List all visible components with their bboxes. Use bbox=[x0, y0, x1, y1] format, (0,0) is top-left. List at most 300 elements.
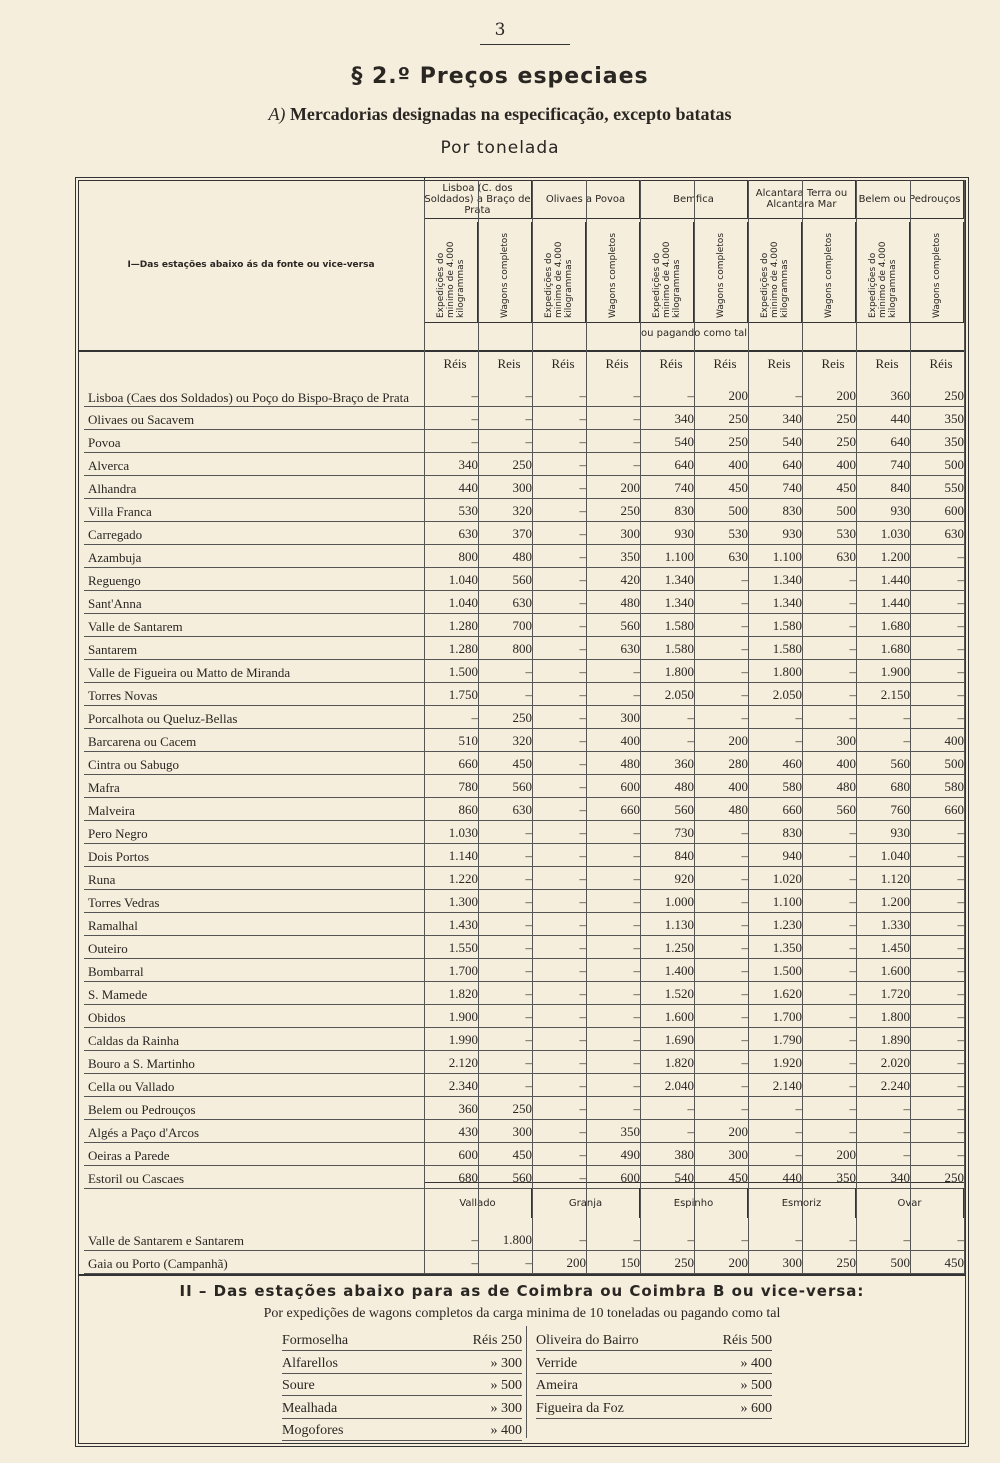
price-cell: 630 bbox=[944, 526, 964, 541]
price-cell: 400 bbox=[836, 756, 856, 771]
price-cell: 1.700 bbox=[772, 1009, 802, 1024]
price-cell: – bbox=[849, 894, 856, 909]
table-row bbox=[84, 843, 964, 867]
price-cell: 1.580 bbox=[772, 641, 802, 656]
price-cell: 930 bbox=[782, 526, 802, 541]
price-cell: 200 bbox=[728, 1124, 748, 1139]
price-cell: 1.820 bbox=[664, 1055, 694, 1070]
price-cell: 1.820 bbox=[448, 986, 478, 1001]
price-cell: – bbox=[849, 1078, 856, 1093]
column-subhead bbox=[856, 222, 910, 322]
price-cell: – bbox=[579, 848, 586, 863]
price-cell: – bbox=[849, 572, 856, 587]
price-cell: 1.440 bbox=[880, 595, 910, 610]
price-cell: 740 bbox=[890, 457, 910, 472]
price-cell: 1.550 bbox=[448, 940, 478, 955]
table-row bbox=[84, 1250, 964, 1274]
price-cell: – bbox=[525, 917, 532, 932]
price-cell: 1.680 bbox=[880, 618, 910, 633]
coimbra-price bbox=[491, 1378, 523, 1394]
price-cell: 840 bbox=[674, 848, 694, 863]
price-cell: – bbox=[849, 871, 856, 886]
column-rule bbox=[802, 180, 803, 1188]
price-cell: 250 bbox=[620, 503, 640, 518]
column-rule bbox=[964, 1182, 965, 1274]
station-name: Obidos bbox=[88, 1010, 126, 1025]
price-cell: 450 bbox=[512, 756, 532, 771]
table-row bbox=[84, 1096, 964, 1120]
coimbra-station: Oliveira do Bairro bbox=[536, 1333, 639, 1348]
station-name: Carregado bbox=[88, 527, 143, 542]
table-row bbox=[84, 544, 964, 568]
price-cell: – bbox=[525, 825, 532, 840]
price-cell: 1.750 bbox=[448, 687, 478, 702]
price-cell: – bbox=[795, 710, 802, 725]
table-row bbox=[84, 1027, 964, 1051]
column-subhead bbox=[424, 222, 478, 322]
price-cell: 200 bbox=[728, 733, 748, 748]
table-row bbox=[84, 751, 964, 775]
price-cell: 940 bbox=[782, 848, 802, 863]
coimbra-row bbox=[282, 1328, 522, 1351]
column-subhead bbox=[748, 222, 802, 322]
price-cell: 1.520 bbox=[664, 986, 694, 1001]
price-cell: 800 bbox=[512, 641, 532, 656]
table-row bbox=[84, 590, 964, 614]
coimbra-value: 400 bbox=[751, 1355, 772, 1371]
price-cell: – bbox=[579, 434, 586, 449]
column-group: Olivaes a Povoa bbox=[532, 180, 640, 218]
price-cell: 540 bbox=[674, 1170, 694, 1185]
price-cell: 580 bbox=[782, 779, 802, 794]
station-name: Valle de Santarem bbox=[88, 619, 183, 634]
price-cell: 1.800 bbox=[502, 1232, 532, 1247]
price-cell: – bbox=[633, 1101, 640, 1116]
station-name: Reguengo bbox=[88, 573, 141, 588]
price-cell: – bbox=[741, 664, 748, 679]
price-cell: 500 bbox=[944, 457, 964, 472]
table-row bbox=[84, 728, 964, 752]
coimbra-row bbox=[536, 1396, 772, 1419]
price-cell: 1.700 bbox=[448, 963, 478, 978]
column-subhead-text: Expedições do minimo de 4.000 kilogrammas bbox=[867, 241, 898, 318]
price-cell: 930 bbox=[890, 503, 910, 518]
price-cell: – bbox=[849, 986, 856, 1001]
header-rule bbox=[78, 350, 966, 352]
price-cell: – bbox=[579, 1101, 586, 1116]
price-cell: – bbox=[903, 710, 910, 725]
price-cell: 740 bbox=[674, 480, 694, 495]
price-cell: 1.030 bbox=[448, 825, 478, 840]
price-cell: – bbox=[633, 825, 640, 840]
price-cell: 760 bbox=[890, 802, 910, 817]
price-cell: – bbox=[849, 940, 856, 955]
price-cell: – bbox=[957, 871, 964, 886]
price-cell: 1.900 bbox=[880, 664, 910, 679]
station-name: Ramalhal bbox=[88, 918, 138, 933]
coimbra-station: Alfarellos bbox=[282, 1355, 338, 1371]
coimbra-value: 500 bbox=[501, 1378, 522, 1393]
coimbra-station: Figueira da Foz bbox=[536, 1400, 624, 1416]
coimbra-row bbox=[536, 1373, 772, 1396]
price-cell: – bbox=[525, 1255, 532, 1270]
price-cell: 530 bbox=[728, 526, 748, 541]
station-name: Alhandra bbox=[88, 481, 137, 496]
price-cell: 640 bbox=[782, 457, 802, 472]
price-cell: 1.500 bbox=[448, 664, 478, 679]
price-cell: – bbox=[579, 1124, 586, 1139]
price-cell: – bbox=[849, 1009, 856, 1024]
price-cell: – bbox=[633, 664, 640, 679]
lower-group: Ovar bbox=[856, 1188, 964, 1218]
coimbra-row bbox=[282, 1351, 522, 1374]
currency-label: Réis bbox=[713, 356, 737, 371]
price-cell: – bbox=[525, 986, 532, 1001]
price-cell: 700 bbox=[512, 618, 532, 633]
price-cell: – bbox=[741, 1078, 748, 1093]
column-group: Belem ou Pedrouços bbox=[856, 180, 964, 218]
station-name: Olivaes ou Sacavem bbox=[88, 412, 195, 427]
currency-label: Réis bbox=[551, 356, 575, 371]
coimbra-value: 250 bbox=[501, 1333, 522, 1348]
price-cell: 250 bbox=[674, 1255, 694, 1270]
price-cell: 320 bbox=[512, 733, 532, 748]
price-cell: 780 bbox=[458, 779, 478, 794]
price-cell: 450 bbox=[728, 1170, 748, 1185]
coimbra-price bbox=[723, 1333, 772, 1349]
price-cell: – bbox=[957, 940, 964, 955]
price-cell: – bbox=[795, 388, 802, 403]
price-cell: – bbox=[741, 1232, 748, 1247]
price-cell: – bbox=[633, 1078, 640, 1093]
column-rule bbox=[478, 1182, 479, 1274]
table-row bbox=[84, 1004, 964, 1028]
price-cell: 1.890 bbox=[880, 1032, 910, 1047]
coimbra-station: Mealhada bbox=[282, 1400, 338, 1416]
price-cell: – bbox=[957, 848, 964, 863]
price-cell: – bbox=[741, 917, 748, 932]
price-cell: – bbox=[795, 1101, 802, 1116]
price-cell: – bbox=[633, 917, 640, 932]
price-cell: 1.350 bbox=[772, 940, 802, 955]
price-cell: 740 bbox=[782, 480, 802, 495]
price-cell: 2.040 bbox=[664, 1078, 694, 1093]
price-cell: 680 bbox=[890, 779, 910, 794]
table-row bbox=[84, 498, 964, 522]
column-rule bbox=[856, 180, 857, 1188]
table-row bbox=[84, 682, 964, 706]
table-row bbox=[84, 406, 964, 430]
price-cell: 300 bbox=[512, 1124, 532, 1139]
station-name: Bombarral bbox=[88, 964, 144, 979]
price-cell: 830 bbox=[782, 825, 802, 840]
station-name: Villa Franca bbox=[88, 504, 152, 519]
price-cell: 480 bbox=[512, 549, 532, 564]
station-name: Valle de Figueira ou Matto de Miranda bbox=[88, 665, 291, 680]
price-cell: – bbox=[525, 434, 532, 449]
coimbra-unit: » bbox=[490, 1378, 498, 1393]
currency-label: Réis bbox=[659, 356, 683, 371]
column-subhead bbox=[640, 222, 694, 322]
price-cell: – bbox=[579, 549, 586, 564]
price-cell: 1.580 bbox=[664, 618, 694, 633]
price-cell: 430 bbox=[458, 1124, 478, 1139]
price-cell: 1.030 bbox=[880, 526, 910, 541]
price-cell: – bbox=[849, 917, 856, 932]
price-cell: 1.430 bbox=[448, 917, 478, 932]
coimbra-row bbox=[536, 1351, 772, 1374]
price-cell: 490 bbox=[620, 1147, 640, 1162]
price-cell: 1.200 bbox=[880, 549, 910, 564]
column-rule bbox=[748, 1182, 749, 1274]
coimbra-divider bbox=[526, 1326, 527, 1438]
price-cell: 930 bbox=[890, 825, 910, 840]
column-rule bbox=[640, 1182, 641, 1274]
table-row bbox=[84, 475, 964, 499]
station-name: Runa bbox=[88, 872, 116, 887]
price-cell: – bbox=[525, 848, 532, 863]
column-rule bbox=[640, 180, 641, 1188]
price-cell: 600 bbox=[458, 1147, 478, 1162]
price-cell: – bbox=[903, 1147, 910, 1162]
station-name: Porcalhota ou Queluz-Bellas bbox=[88, 711, 238, 726]
price-cell: – bbox=[525, 1055, 532, 1070]
price-cell: 1.800 bbox=[772, 664, 802, 679]
coimbra-value: 400 bbox=[501, 1423, 522, 1438]
price-cell: – bbox=[579, 1232, 586, 1247]
price-cell: 250 bbox=[944, 1170, 964, 1185]
price-cell: – bbox=[633, 963, 640, 978]
price-cell: – bbox=[525, 1032, 532, 1047]
price-cell: – bbox=[957, 1101, 964, 1116]
price-cell: 1.600 bbox=[664, 1009, 694, 1024]
station-name: Alverca bbox=[88, 458, 130, 473]
coimbra-value: 600 bbox=[751, 1400, 772, 1416]
price-cell: 360 bbox=[674, 756, 694, 771]
price-cell: 450 bbox=[728, 480, 748, 495]
price-cell: 2.240 bbox=[880, 1078, 910, 1093]
price-cell: 350 bbox=[944, 411, 964, 426]
price-cell: – bbox=[579, 1170, 586, 1185]
price-cell: 360 bbox=[458, 1101, 478, 1116]
price-cell: – bbox=[687, 1232, 694, 1247]
table-row bbox=[84, 935, 964, 959]
coimbra-unit: » bbox=[740, 1378, 748, 1393]
price-cell: 1.200 bbox=[880, 894, 910, 909]
price-cell: 2.120 bbox=[448, 1055, 478, 1070]
price-cell: 630 bbox=[728, 549, 748, 564]
price-cell: – bbox=[633, 388, 640, 403]
station-name: Algés a Paço d'Arcos bbox=[88, 1125, 200, 1140]
price-cell: 630 bbox=[458, 526, 478, 541]
price-cell: 250 bbox=[512, 710, 532, 725]
coimbra-station: Soure bbox=[282, 1378, 315, 1393]
table-row bbox=[84, 659, 964, 683]
price-cell: 200 bbox=[620, 480, 640, 495]
price-cell: 250 bbox=[836, 411, 856, 426]
price-cell: – bbox=[741, 595, 748, 610]
table-row bbox=[84, 705, 964, 729]
station-name: Sant'Anna bbox=[88, 596, 142, 611]
price-cell: – bbox=[741, 1009, 748, 1024]
coimbra-price bbox=[491, 1401, 523, 1417]
price-cell: 500 bbox=[728, 503, 748, 518]
coimbra-unit: » bbox=[490, 1423, 498, 1438]
price-cell: – bbox=[633, 986, 640, 1001]
price-cell: 600 bbox=[620, 779, 640, 794]
price-cell: 630 bbox=[620, 641, 640, 656]
price-cell: 1.400 bbox=[664, 963, 694, 978]
price-cell: 400 bbox=[728, 457, 748, 472]
price-cell: – bbox=[957, 1055, 964, 1070]
price-cell: 560 bbox=[512, 572, 532, 587]
column-group: Lisboa (C. dos Soldados) a Braço de Prata bbox=[424, 180, 532, 218]
price-cell: 300 bbox=[620, 710, 640, 725]
price-cell: – bbox=[741, 1032, 748, 1047]
column-rule bbox=[586, 1182, 587, 1274]
station-name: Povoa bbox=[88, 435, 121, 450]
price-cell: 500 bbox=[890, 1255, 910, 1270]
column-rule bbox=[532, 180, 533, 1188]
station-name: Cella ou Vallado bbox=[88, 1079, 175, 1094]
price-cell: – bbox=[957, 618, 964, 633]
price-cell: – bbox=[741, 871, 748, 886]
price-cell: – bbox=[903, 1124, 910, 1139]
price-cell: 1.790 bbox=[772, 1032, 802, 1047]
price-cell: – bbox=[741, 572, 748, 587]
price-cell: – bbox=[471, 710, 478, 725]
price-cell: – bbox=[525, 940, 532, 955]
column-subhead bbox=[532, 222, 586, 322]
table-row bbox=[84, 429, 964, 453]
pagando-note: ou pagando como tal bbox=[640, 328, 748, 339]
price-cell: – bbox=[525, 894, 532, 909]
price-cell: – bbox=[849, 595, 856, 610]
table-left-header: I—Das estações abaixo ás da fonte ou vice-versa bbox=[78, 178, 425, 352]
column-rule bbox=[694, 180, 695, 1188]
price-cell: 300 bbox=[620, 526, 640, 541]
price-cell: 1.800 bbox=[880, 1009, 910, 1024]
price-cell: – bbox=[579, 1147, 586, 1162]
price-cell: – bbox=[903, 1232, 910, 1247]
price-cell: 480 bbox=[836, 779, 856, 794]
price-cell: – bbox=[471, 1232, 478, 1247]
coimbra-row bbox=[536, 1328, 772, 1351]
price-cell: – bbox=[525, 411, 532, 426]
price-cell: 1.330 bbox=[880, 917, 910, 932]
currency-label: Réis bbox=[443, 356, 467, 371]
price-cell: 250 bbox=[512, 1101, 532, 1116]
price-cell: – bbox=[741, 825, 748, 840]
price-cell: – bbox=[687, 710, 694, 725]
price-cell: 1.690 bbox=[664, 1032, 694, 1047]
price-cell: 2.140 bbox=[772, 1078, 802, 1093]
price-cell: 200 bbox=[728, 1255, 748, 1270]
price-cell: – bbox=[471, 411, 478, 426]
price-cell: 540 bbox=[674, 434, 694, 449]
column-rule bbox=[910, 180, 911, 1188]
price-cell: – bbox=[849, 710, 856, 725]
table-row bbox=[84, 774, 964, 798]
subtitle-prefix: A) bbox=[268, 104, 286, 124]
price-cell: 500 bbox=[836, 503, 856, 518]
price-cell: 450 bbox=[944, 1255, 964, 1270]
price-cell: – bbox=[579, 595, 586, 610]
price-cell: – bbox=[471, 434, 478, 449]
price-cell: 660 bbox=[944, 802, 964, 817]
price-cell: – bbox=[579, 618, 586, 633]
coimbra-price bbox=[741, 1356, 773, 1372]
price-cell: 400 bbox=[944, 733, 964, 748]
price-cell: – bbox=[633, 411, 640, 426]
price-cell: 1.450 bbox=[880, 940, 910, 955]
price-cell: – bbox=[579, 917, 586, 932]
price-cell: 300 bbox=[836, 733, 856, 748]
price-cell: 660 bbox=[620, 802, 640, 817]
price-cell: 830 bbox=[782, 503, 802, 518]
price-cell: 340 bbox=[782, 411, 802, 426]
price-cell: 300 bbox=[728, 1147, 748, 1162]
price-cell: 200 bbox=[836, 1147, 856, 1162]
price-cell: – bbox=[579, 963, 586, 978]
price-cell: 250 bbox=[944, 388, 964, 403]
coimbra-unit: Réis bbox=[472, 1333, 498, 1348]
price-cell: 360 bbox=[890, 388, 910, 403]
price-cell: – bbox=[741, 848, 748, 863]
price-cell: 200 bbox=[566, 1255, 586, 1270]
price-cell: – bbox=[849, 687, 856, 702]
station-name: Caldas da Rainha bbox=[88, 1033, 179, 1048]
price-cell: – bbox=[741, 963, 748, 978]
price-cell: 660 bbox=[458, 756, 478, 771]
station-name: Dois Portos bbox=[88, 849, 150, 864]
price-cell: 730 bbox=[674, 825, 694, 840]
station-name: Estoril ou Cascaes bbox=[88, 1171, 185, 1186]
column-subhead-text: Expedições do minimo de 4.000 kilogrammas bbox=[435, 241, 466, 318]
price-cell: – bbox=[579, 388, 586, 403]
column-subhead-text: Wagons completos bbox=[823, 232, 834, 318]
page-number: 3 bbox=[494, 20, 506, 40]
price-cell: 340 bbox=[674, 411, 694, 426]
price-cell: 280 bbox=[728, 756, 748, 771]
price-cell: – bbox=[579, 756, 586, 771]
price-cell: – bbox=[741, 940, 748, 955]
coimbra-value: 300 bbox=[501, 1400, 522, 1416]
station-name: Lisboa (Caes dos Soldados) ou Poço do Bispo-Braço de Prata bbox=[88, 390, 409, 405]
price-cell: – bbox=[957, 917, 964, 932]
column-group: Bemfica bbox=[640, 180, 748, 218]
page-number-rule bbox=[480, 44, 570, 45]
column-rule bbox=[694, 1182, 695, 1274]
price-cell: – bbox=[579, 480, 586, 495]
price-cell: 500 bbox=[944, 756, 964, 771]
station-name: Valle de Santarem e Santarem bbox=[88, 1233, 244, 1248]
price-cell: 480 bbox=[728, 802, 748, 817]
price-cell: 200 bbox=[728, 388, 748, 403]
lower-group: Granja bbox=[532, 1188, 640, 1218]
price-cell: – bbox=[633, 1009, 640, 1024]
price-cell: – bbox=[579, 1078, 586, 1093]
price-cell: – bbox=[687, 388, 694, 403]
column-subhead-text: Expedições do minimo de 4.000 kilogrammas bbox=[543, 241, 574, 318]
price-cell: – bbox=[579, 572, 586, 587]
lower-group: Espinho bbox=[640, 1188, 748, 1218]
price-cell: 640 bbox=[674, 457, 694, 472]
price-cell: – bbox=[579, 871, 586, 886]
price-cell: – bbox=[957, 1124, 964, 1139]
price-cell: 480 bbox=[620, 756, 640, 771]
price-cell: 250 bbox=[836, 434, 856, 449]
